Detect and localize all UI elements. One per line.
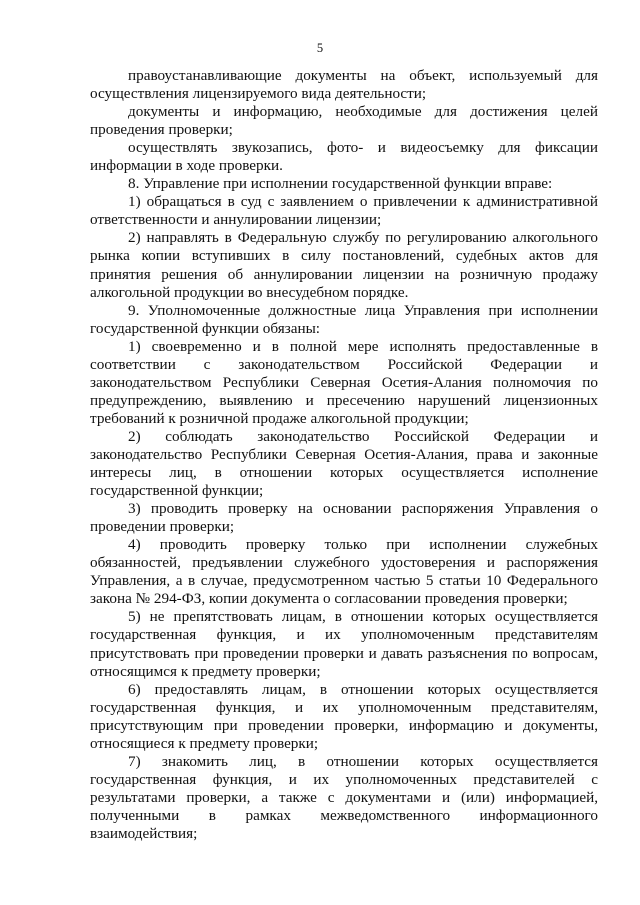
paragraph-title-documents: правоустанавливающие документы на объект, используемый для осуществления лицензируемого вида деятельности; — [90, 67, 598, 103]
paragraph-section-9: 9. Уполномоченные должностные лица Управления при исполнении государственной функции обязаны: — [90, 301, 598, 337]
paragraph-audio-video: осуществлять звукозапись, фото- и видеосъемку для фиксации информации в ходе проверки. — [90, 139, 598, 175]
paragraph-section-8: 8. Управление при исполнении государственной функции вправе: — [128, 175, 553, 193]
paragraph-9-1: 1) своевременно и в полной мере исполнять предоставленные в соответствии с законодательством Российской Федерации и законодательством Республики Северная Осетия-Алания полномочия по предупреждению, выявлению и пресечению нарушений лицензионных требований к розничной продаже алкогольной продукции; — [90, 337, 598, 427]
paragraph-9-3: 3) проводить проверку на основании распоряжения Управления о проведении проверки; — [90, 500, 598, 536]
paragraph-8-1: 1) обращаться в суд с заявлением о привлечении к административной ответственности и аннулировании лицензии; — [90, 193, 598, 229]
document-body — [90, 67, 598, 843]
paragraph-9-5: 5) не препятствовать лицам, в отношении которых осуществляется государственная функция, и их уполномоченным представителям присутствовать при проведении проверки и давать разъяснения по вопросам, относящимся к предмету проверки; — [90, 608, 598, 680]
paragraph-9-4: 4) проводить проверку только при исполнении служебных обязанностей, предъявлении служебного удостоверения и распоряжения Управления, а в случае, предусмотренном частью 5 статьи 10 Федерального закона № 294-ФЗ, копии документа о согласовании проведения проверки; — [90, 536, 598, 608]
paragraph-9-6: 6) предоставлять лицам, в отношении которых осуществляется государственная функция, и их уполномоченным представителям, присутствующим при проведении проверки, информацию и документы, относящиеся к предмету проверки; — [90, 680, 598, 752]
paragraph-9-7: 7) знакомить лиц, в отношении которых осуществляется государственная функция, и их уполномоченных представителей с результатами проверки, а также с документами и (или) информацией, полученными в рамках межведомственного информационного взаимодействия; — [90, 752, 598, 842]
paragraph-8-2: 2) направлять в Федеральную службу по регулированию алкогольного рынка копии вступивших в силу постановлений, судебных актов для принятия решения об аннулировании лицензии на розничную продажу алкогольной продукции во внесудебном порядке. — [90, 229, 598, 301]
paragraph-documents-info: документы и информацию, необходимые для достижения целей проведения проверки; — [90, 103, 598, 139]
page-number: 5 — [316, 41, 324, 55]
paragraph-9-2: 2) соблюдать законодательство Российской Федерации и законодательство Республики Северная Осетия-Алания, права и законные интересы лиц, в отношении которых осуществляется исполнение государственной функции; — [90, 427, 598, 500]
